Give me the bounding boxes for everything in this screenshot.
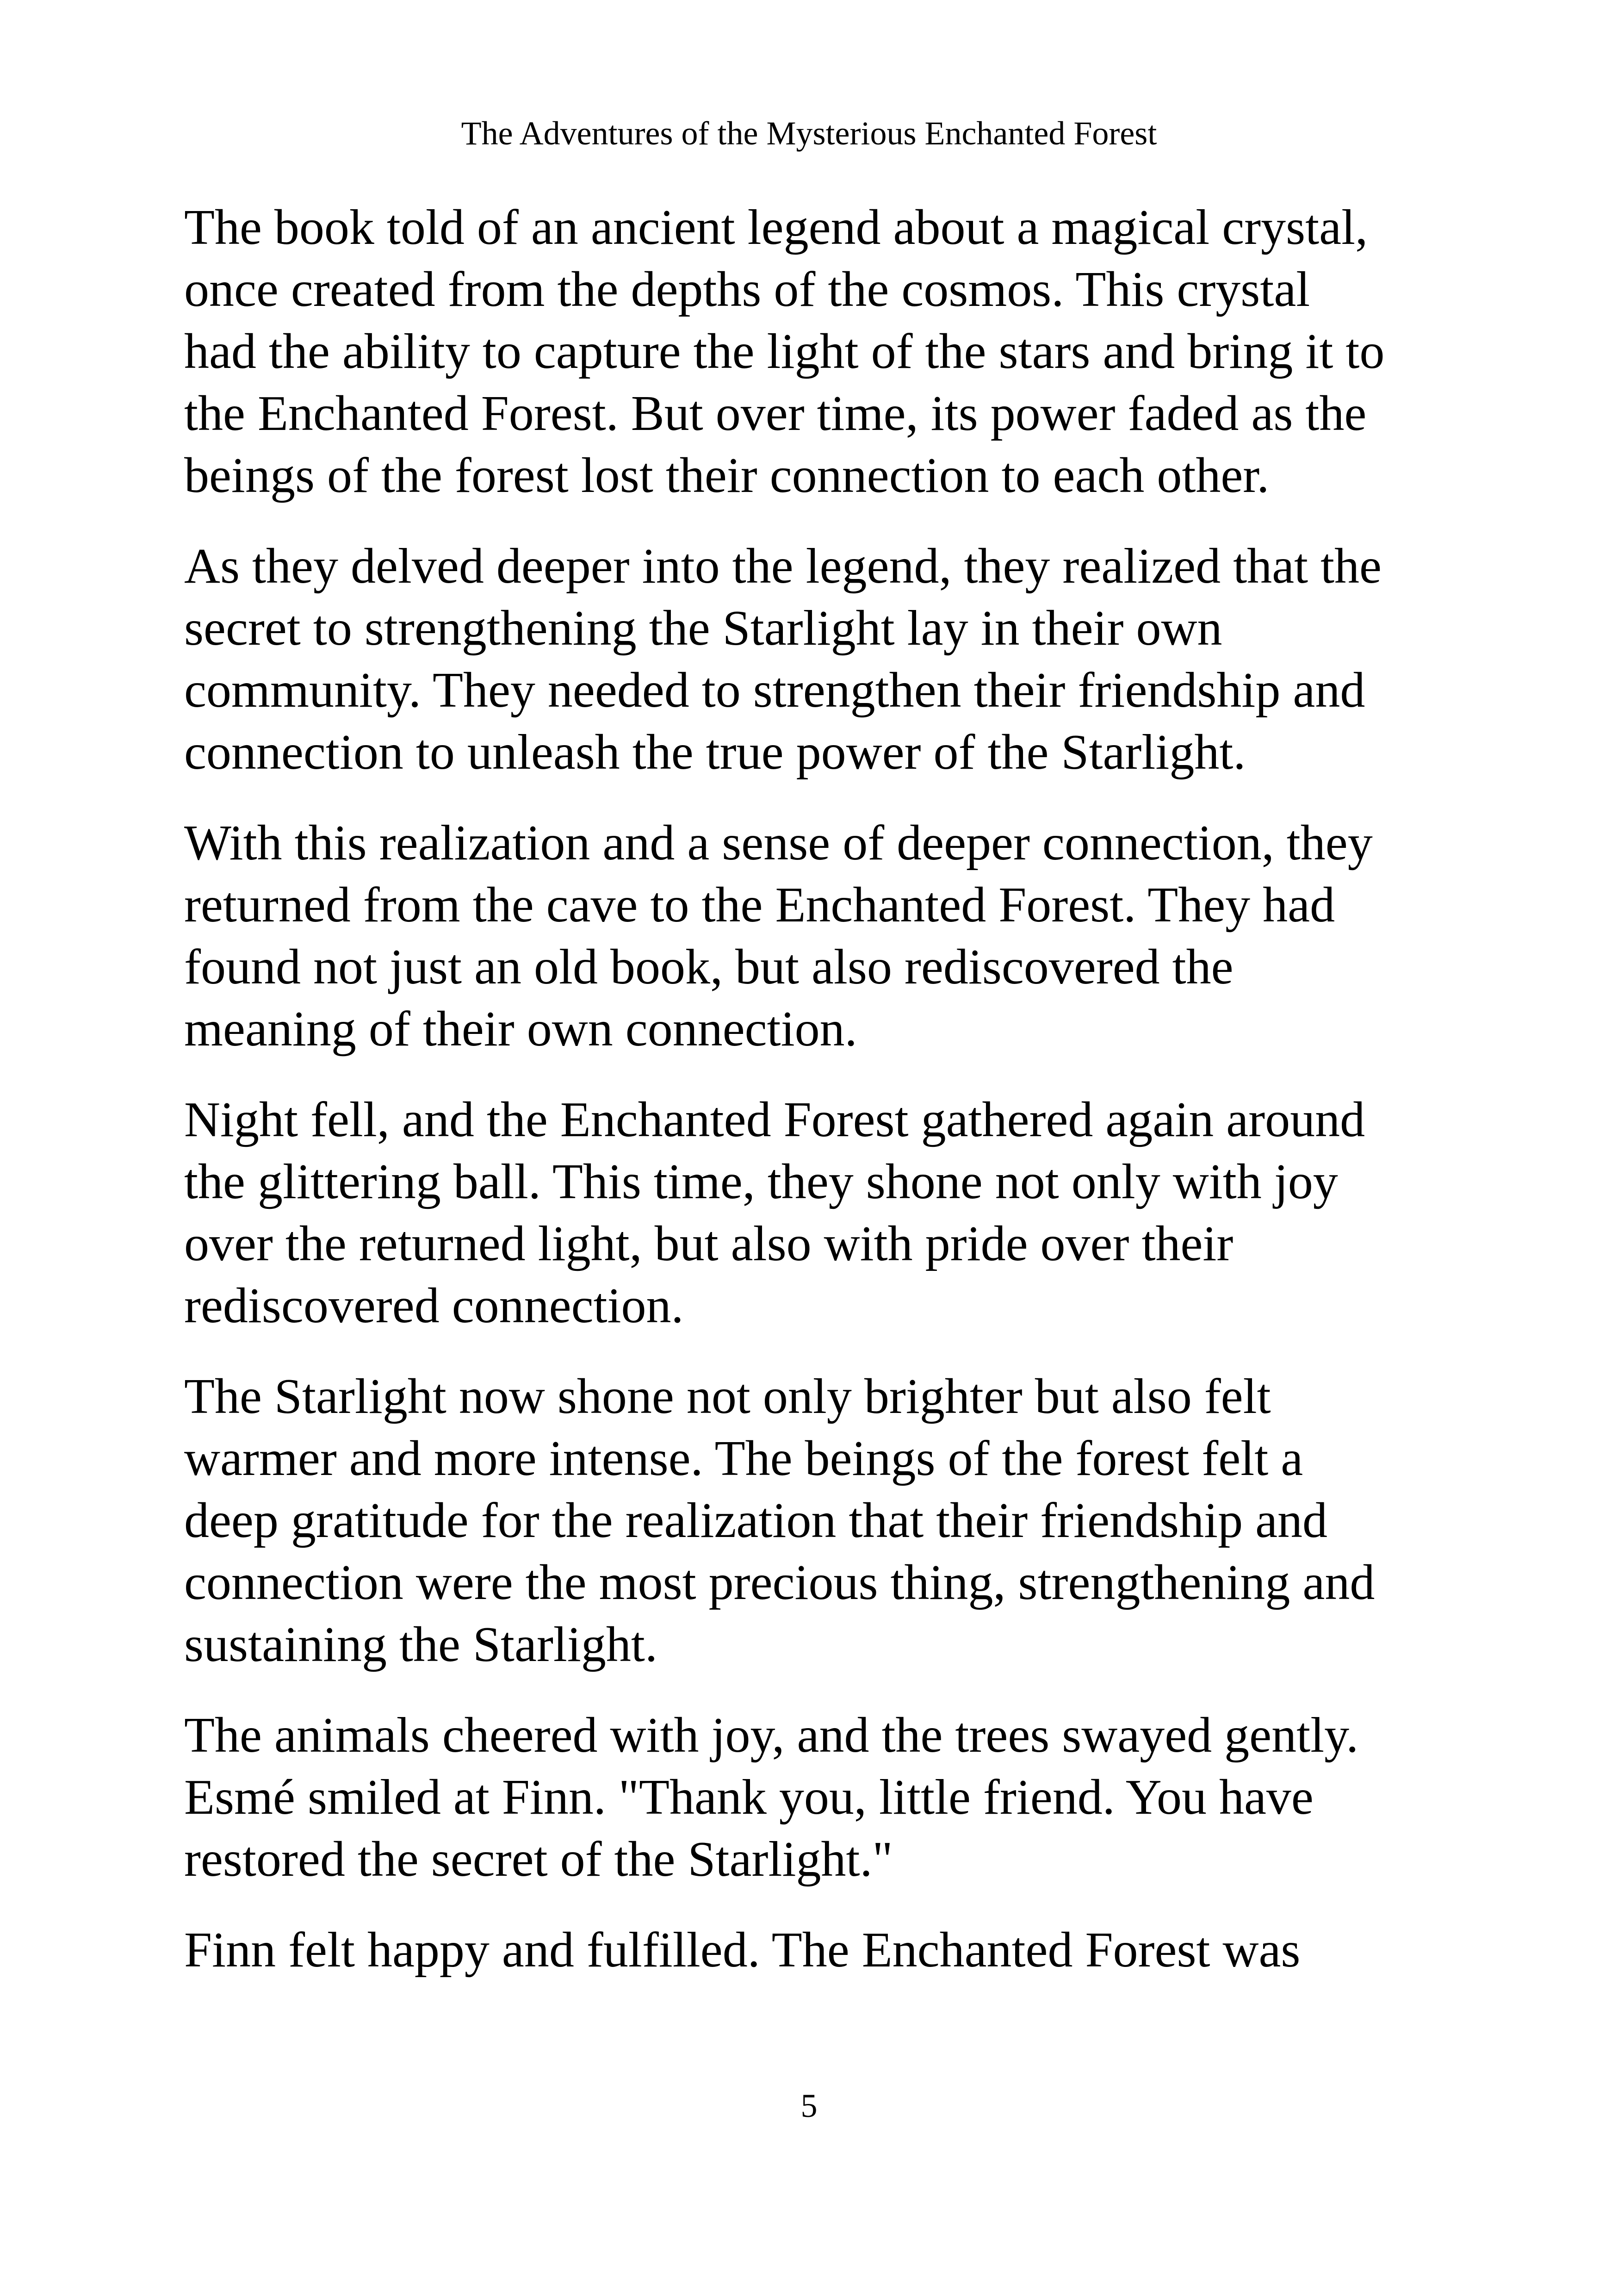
page-number: 5 <box>800 2087 818 2124</box>
paragraph: Finn felt happy and fulfilled. The Enchanted Forest was <box>184 1923 1301 1978</box>
paragraph: With this realization and a sense of deeper connection, they returned from the cave to the Enchanted Forest. They had found not just an old book, but also rediscovered the meaning of their own connection. <box>184 815 1373 1057</box>
paragraph: The animals cheered with joy, and the trees swayed gently. Esmé smiled at Finn. "Thank you, little friend. You have restored the secret of the Starlight." <box>184 1708 1359 1887</box>
paragraph: Night fell, and the Enchanted Forest gathered again around the glittering ball. This time, they shone not only with joy over the returned light, but also with pride over their rediscovered connection. <box>184 1092 1365 1333</box>
running-header: The Adventures of the Mysterious Enchanted Forest <box>461 115 1157 152</box>
paragraph: As they delved deeper into the legend, they realized that the secret to strengthening the Starlight lay in their own community. They needed to strengthen their friendship and connection to unleash the true power of the Starlight. <box>184 539 1382 780</box>
body-text <box>184 197 1461 2010</box>
paragraph: The Starlight now shone not only brighter but also felt warmer and more intense. The beings of the forest felt a deep gratitude for the realization that their friendship and connection were the most precious thing, strengthening and sustaining the Starlight. <box>184 1369 1375 1672</box>
paragraph: The book told of an ancient legend about a magical crystal, once created from the depths of the cosmos. This crystal had the ability to capture the light of the stars and bring it to the Enchanted Forest. But over time, its power faded as the beings of the forest lost their connection to each other. <box>184 200 1385 503</box>
